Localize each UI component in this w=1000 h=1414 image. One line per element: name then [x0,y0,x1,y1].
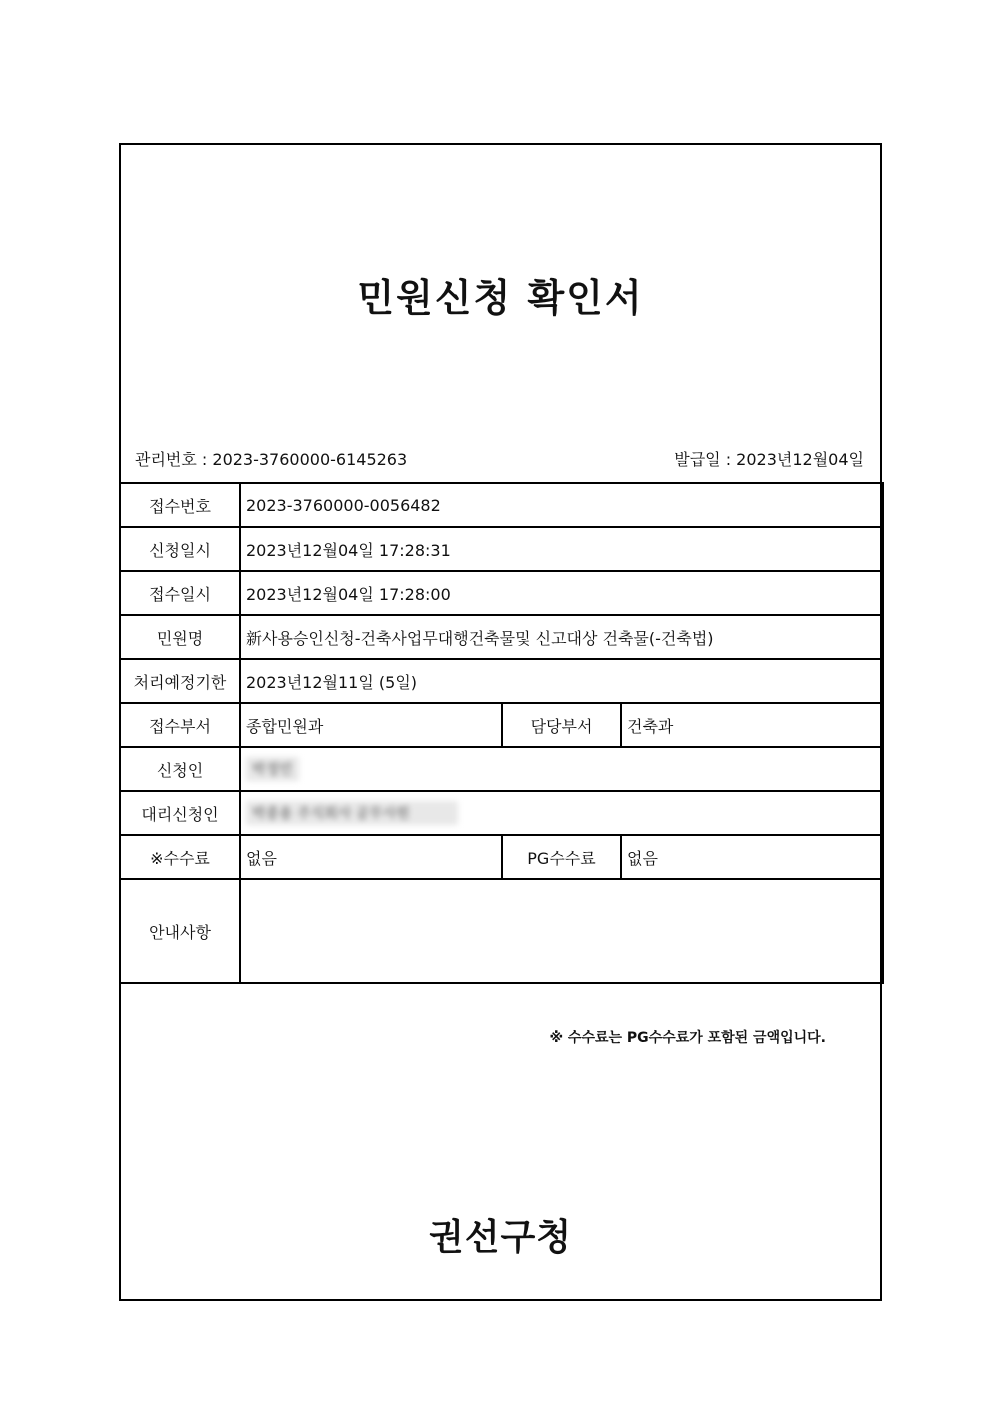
guidance-value [240,879,883,983]
table-row [120,791,883,835]
applicant-value: 박정민 [246,757,299,781]
table-row [120,571,883,615]
table-row [120,483,883,527]
application-datetime-value: 2023년12월04일 17:28:31 [240,527,883,571]
issuer-name: 권선구청 [428,1217,573,1258]
table-row [120,527,883,571]
receiving-department-value: 종합민원과 [240,703,502,747]
receipt-number-label: 접수번호 [120,483,240,527]
guidance-label: 안내사항 [120,879,240,983]
receipt-datetime-label: 접수일시 [120,571,240,615]
proxy-applicant-value: 박종용 주식회사 공무사원 [246,801,458,825]
responsible-department-label: 담당부서 [502,703,621,747]
table-row [120,835,883,879]
table-row [120,615,883,659]
management-number: 관리번호 : 2023-3760000-6145263 [135,450,408,469]
receipt-datetime-value: 2023년12월04일 17:28:00 [240,571,883,615]
table-row [120,703,883,747]
fee-notice: ※ 수수료는 PG수수료가 포함된 금액입니다. [549,1030,826,1046]
pg-fee-label: PG수수료 [502,835,621,879]
petition-name-value: 新사용승인신청-건축사업무대행건축물및 신고대상 건축물(-건축법) [240,615,883,659]
petition-name-label: 민원명 [120,615,240,659]
document-title: 민원신청 확인서 [357,276,644,320]
issue-date: 발급일 : 2023년12월04일 [674,450,864,469]
processing-deadline-label: 처리예정기한 [120,659,240,703]
processing-deadline-value: 2023년12월11일 (5일) [240,659,883,703]
proxy-applicant-label: 대리신청인 [120,791,240,835]
fee-label: ※수수료 [120,835,240,879]
confirmation-document [119,143,882,1301]
table-row [120,747,883,791]
receipt-number-value: 2023-3760000-0056482 [240,483,883,527]
responsible-department-value: 건축과 [621,703,883,747]
proxy-applicant-value-cell [240,791,883,835]
table-row [120,879,883,983]
fee-value: 없음 [240,835,502,879]
table-row [120,659,883,703]
receiving-department-label: 접수부서 [120,703,240,747]
application-datetime-label: 신청일시 [120,527,240,571]
info-table [119,482,884,984]
applicant-value-cell [240,747,883,791]
applicant-label: 신청인 [120,747,240,791]
pg-fee-value: 없음 [621,835,883,879]
